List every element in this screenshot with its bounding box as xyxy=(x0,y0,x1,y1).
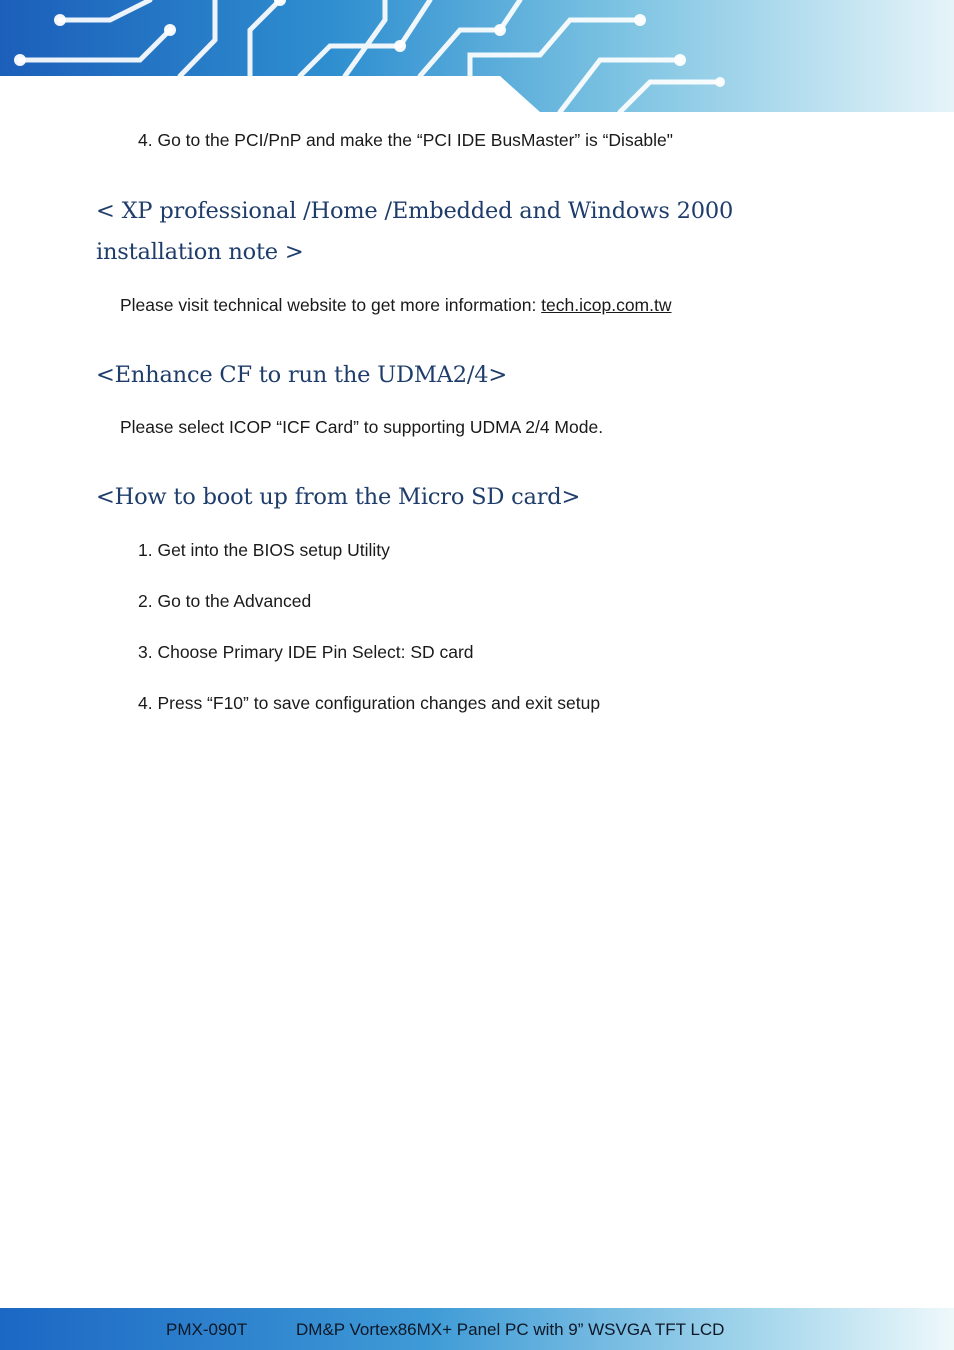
sd-step: 3. Choose Primary IDE Pin Select: SD card xyxy=(138,642,474,662)
sd-heading: <How to boot up from the Micro SD card> xyxy=(96,484,581,510)
cf-heading: <Enhance CF to run the UDMA2/4> xyxy=(96,362,507,388)
xp-paragraph xyxy=(120,295,672,316)
header-banner xyxy=(0,0,954,112)
xp-heading-line2: installation note > xyxy=(96,239,304,265)
xp-heading-line1: < XP professional /Home /Embedded and Windows 2000 xyxy=(96,198,734,224)
cf-paragraph: Please select ICOP “ICF Card” to supporting UDMA 2/4 Mode. xyxy=(120,417,604,437)
footer-description: DM&P Vortex86MX+ Panel PC with 9” WSVGA TFT LCD xyxy=(296,1320,725,1339)
sd-step: 2. Go to the Advanced xyxy=(138,591,312,611)
circuit-board-banner-graphic xyxy=(0,0,954,112)
sd-step: 4. Press “F10” to save configuration changes and exit setup xyxy=(138,693,601,713)
footer-model: PMX-090T xyxy=(166,1320,248,1339)
intro-step: 4. Go to the PCI/PnP and make the “PCI IDE BusMaster” is “Disable" xyxy=(138,130,673,150)
xp-paragraph-text: Please visit technical website to get more information: xyxy=(120,295,542,315)
sd-step: 1. Get into the BIOS setup Utility xyxy=(138,540,390,560)
website-link[interactable]: tech.icop.com.tw xyxy=(541,295,672,315)
